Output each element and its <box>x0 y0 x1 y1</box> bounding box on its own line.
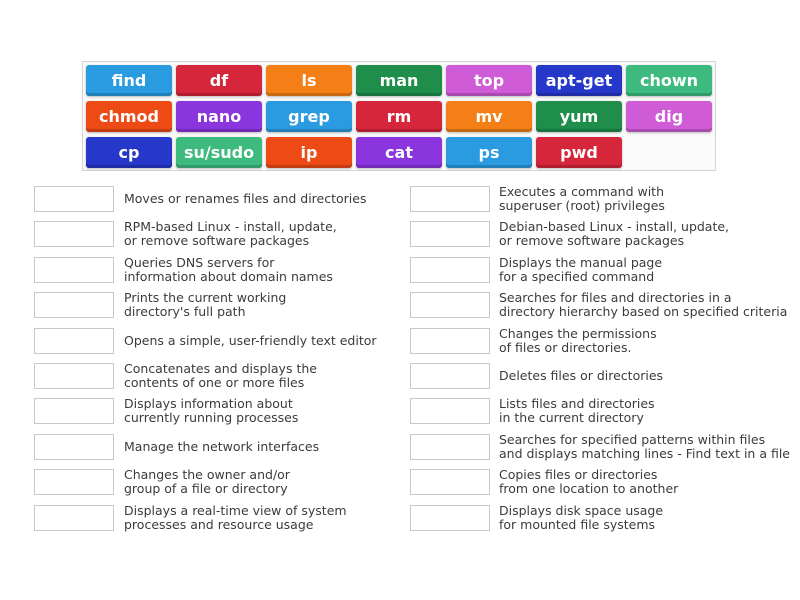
tile-nano[interactable]: nano <box>176 101 262 132</box>
left-drop-slot-10[interactable] <box>34 505 114 531</box>
left-drop-slot-2[interactable] <box>34 221 114 247</box>
right-description-10: Displays disk space usage for mounted file systems <box>499 502 664 532</box>
tile-ps[interactable]: ps <box>446 137 532 168</box>
left-drop-slot-4[interactable] <box>34 292 114 318</box>
right-drop-slot-2[interactable] <box>410 221 490 247</box>
tile-top[interactable]: top <box>446 65 532 96</box>
tile-rm[interactable]: rm <box>356 101 442 132</box>
tile-dig[interactable]: dig <box>626 101 712 132</box>
tile-ip[interactable]: ip <box>266 137 352 168</box>
left-drop-slot-8[interactable] <box>34 434 114 460</box>
tile-man[interactable]: man <box>356 65 442 96</box>
left-drop-slot-6[interactable] <box>34 363 114 389</box>
tile-cat[interactable]: cat <box>356 137 442 168</box>
right-drop-slot-3[interactable] <box>410 257 490 283</box>
right-drop-slot-8[interactable] <box>410 434 490 460</box>
right-description-8: Searches for specified patterns within files and displays matching lines - Find text in a file <box>499 431 790 461</box>
right-description-3: Displays the manual page for a specified command <box>499 254 663 284</box>
right-description-5: Changes the permissions of files or directories. <box>499 325 657 355</box>
left-drop-slot-1[interactable] <box>34 186 114 212</box>
tile-chown[interactable]: chown <box>626 65 712 96</box>
tile-cp[interactable]: cp <box>86 137 172 168</box>
left-description-10: Displays a real-time view of system processes and resource usage <box>124 502 347 532</box>
right-drop-slot-5[interactable] <box>410 328 490 354</box>
right-description-2: Debian-based Linux - install, update, or remove software packages <box>499 219 730 249</box>
right-drop-slot-6[interactable] <box>410 363 490 389</box>
right-drop-slot-4[interactable] <box>410 292 490 318</box>
left-description-9: Changes the owner and/or group of a file or directory <box>124 467 290 497</box>
right-drop-slot-7[interactable] <box>410 398 490 424</box>
left-drop-slot-7[interactable] <box>34 398 114 424</box>
left-description-1: Moves or renames files and directories <box>124 191 367 206</box>
left-description-6: Concatenates and displays the contents of one or more files <box>124 361 317 390</box>
word-bank <box>82 61 716 171</box>
right-description-1: Executes a command with superuser (root) privileges <box>499 184 665 213</box>
right-drop-slot-10[interactable] <box>410 505 490 531</box>
left-description-2: RPM-based Linux - install, update, or remove software packages <box>124 219 337 249</box>
left-description-7: Displays information about currently running processes <box>124 396 299 426</box>
right-description-6: Deletes files or directories <box>499 368 664 383</box>
right-drop-slot-9[interactable] <box>410 469 490 495</box>
right-description-7: Lists files and directories in the current directory <box>499 396 655 426</box>
tile-grep[interactable]: grep <box>266 101 352 132</box>
tile-pwd[interactable]: pwd <box>536 137 622 168</box>
right-drop-slot-1[interactable] <box>410 186 490 212</box>
left-drop-slot-3[interactable] <box>34 257 114 283</box>
left-description-5: Opens a simple, user-friendly text editor <box>124 332 377 348</box>
right-description-4: Searches for files and directories in a directory hierarchy based on specified criteria <box>499 290 788 320</box>
tile-yum[interactable]: yum <box>536 101 622 132</box>
left-drop-slot-9[interactable] <box>34 469 114 495</box>
right-description-9: Copies files or directories from one location to another <box>499 467 679 497</box>
tile-chmod[interactable]: chmod <box>86 101 172 132</box>
tile-su-sudo[interactable]: su/sudo <box>176 137 262 168</box>
tile-mv[interactable]: mv <box>446 101 532 132</box>
tile-df[interactable]: df <box>176 65 262 96</box>
left-description-8: Manage the network interfaces <box>124 438 320 454</box>
tile-find[interactable]: find <box>86 65 172 96</box>
tile-ls[interactable]: ls <box>266 65 352 96</box>
left-description-4: Prints the current working directory's full path <box>124 290 287 320</box>
left-drop-slot-5[interactable] <box>34 328 114 354</box>
tile-apt-get[interactable]: apt-get <box>536 65 622 96</box>
left-description-3: Queries DNS servers for information about domain names <box>124 254 333 284</box>
